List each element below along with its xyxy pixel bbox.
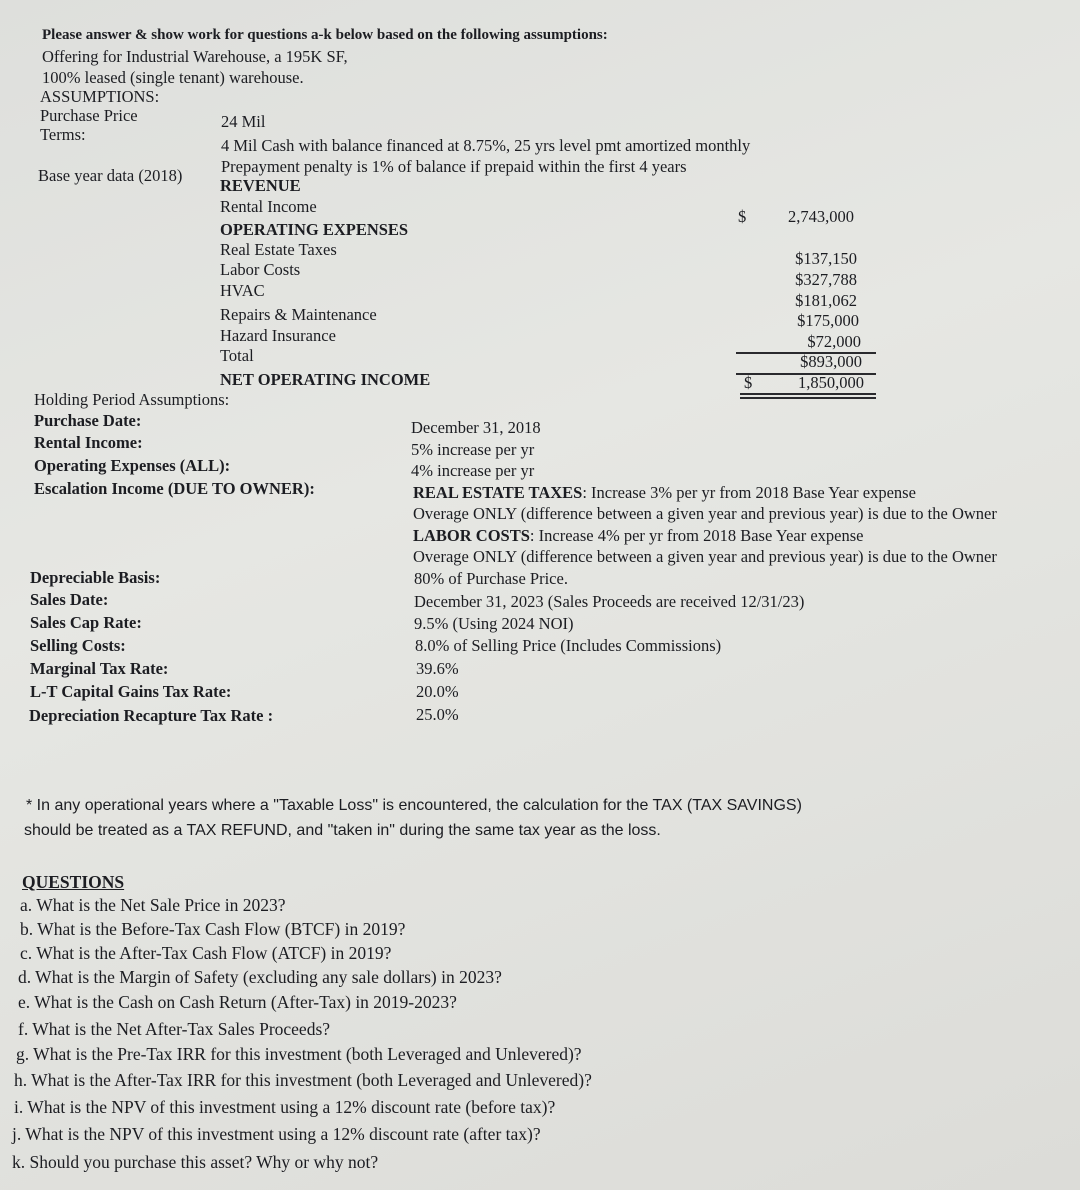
noi-label: NET OPERATING INCOME — [220, 370, 431, 389]
escalation-taxes-title: REAL ESTATE TAXES — [413, 483, 583, 502]
recapture-label: Depreciation Recapture Tax Rate : — [29, 706, 274, 725]
escalation-labor — [413, 527, 863, 546]
escalation-labor-detail: : Increase 4% per yr from 2018 Base Year expense — [529, 526, 864, 545]
expense-value: $72,000 — [807, 332, 861, 351]
question-item: f. What is the Net After-Tax Sales Proceeds? — [18, 1019, 331, 1039]
question-item: b. What is the Before-Tax Cash Flow (BTCF) in 2019? — [20, 919, 406, 939]
selling-costs-label: Selling Costs: — [30, 636, 126, 655]
terms-financing: 4 Mil Cash with balance financed at 8.75%, 25 yrs level pmt amortized monthly — [221, 136, 751, 155]
expense-value: $137,150 — [795, 249, 857, 268]
noi-value: 1,850,000 — [798, 373, 864, 392]
instructions-line: Please answer & show work for questions a-k below based on the following assumptions: — [42, 27, 608, 43]
escalation-taxes — [413, 484, 916, 503]
question-item: j. What is the NPV of this investment using a 12% discount rate (after tax)? — [12, 1124, 541, 1144]
tax-loss-note-line2: should be treated as a TAX REFUND, and "taken in" during the same tax year as the loss. — [24, 822, 661, 839]
expense-label: Hazard Insurance — [220, 326, 336, 345]
ltcg-label: L-T Capital Gains Tax Rate: — [30, 682, 232, 701]
offering-line: Offering for Industrial Warehouse, a 195K SF, — [42, 47, 348, 66]
marginal-tax-label: Marginal Tax Rate: — [30, 659, 169, 678]
selling-costs-value: 8.0% of Selling Price (Includes Commissions) — [415, 636, 722, 655]
escalation-taxes-detail: : Increase 3% per yr from 2018 Base Year expense — [582, 483, 916, 502]
rental-income-label: Rental Income — [220, 197, 317, 216]
noi-dollar: $ — [744, 373, 753, 392]
expense-label: Repairs & Maintenance — [220, 305, 377, 324]
question-item: e. What is the Cash on Cash Return (After-Tax) in 2019-2023? — [18, 992, 457, 1012]
marginal-tax-value: 39.6% — [416, 659, 459, 678]
noi-double-rule-bottom — [740, 397, 876, 399]
base-year-label: Base year data (2018) — [38, 166, 183, 185]
ltcg-value: 20.0% — [416, 682, 459, 701]
depreciable-basis-label: Depreciable Basis: — [30, 568, 161, 587]
revenue-heading: REVENUE — [220, 176, 301, 195]
noi-double-rule-top — [740, 393, 876, 395]
expense-label: Labor Costs — [220, 260, 301, 279]
purchase-date-value: December 31, 2018 — [411, 418, 541, 437]
terms-prepayment: Prepayment penalty is 1% of balance if prepaid within the first 4 years — [221, 157, 687, 176]
opex-growth-label: Operating Expenses (ALL): — [34, 456, 231, 475]
expense-label: HVAC — [220, 281, 265, 300]
rental-growth-label: Rental Income: — [34, 433, 143, 452]
lease-line: 100% leased (single tenant) warehouse. — [42, 68, 304, 87]
purchase-price-label: Purchase Price — [40, 106, 138, 125]
cap-rate-value: 9.5% (Using 2024 NOI) — [414, 614, 574, 633]
expense-value: $181,062 — [795, 291, 857, 310]
escalation-taxes-overage: Overage ONLY (difference between a given year and previous year) is due to the Owner — [413, 504, 997, 523]
question-item: k. Should you purchase this asset? Why or why not? — [12, 1152, 379, 1172]
expense-total-label: Total — [220, 346, 254, 365]
rental-income-value: 2,743,000 — [788, 207, 854, 226]
purchase-date-label: Purchase Date: — [34, 411, 142, 430]
expense-value: $327,788 — [795, 270, 857, 289]
recapture-value: 25.0% — [416, 705, 459, 724]
rental-growth-value: 5% increase per yr — [411, 440, 535, 459]
cap-rate-label: Sales Cap Rate: — [30, 613, 142, 632]
opex-growth-value: 4% increase per yr — [411, 461, 535, 480]
tax-loss-note-line1: * In any operational years where a "Taxable Loss" is encountered, the calculation for the TAX (TAX SAVINGS) — [26, 797, 802, 814]
question-item: g. What is the Pre-Tax IRR for this investment (both Leveraged and Unlevered)? — [16, 1044, 582, 1064]
questions-heading: QUESTIONS — [22, 872, 125, 892]
sales-date-label: Sales Date: — [30, 590, 109, 609]
expense-total-value: $893,000 — [800, 352, 862, 371]
escalation-label: Escalation Income (DUE TO OWNER): — [34, 479, 315, 498]
escalation-labor-title: LABOR COSTS — [413, 526, 530, 545]
question-item: a. What is the Net Sale Price in 2023? — [20, 895, 286, 915]
sales-date-value: December 31, 2023 (Sales Proceeds are received 12/31/23) — [414, 592, 805, 611]
question-item: c. What is the After-Tax Cash Flow (ATCF) in 2019? — [20, 943, 392, 963]
question-item: h. What is the After-Tax IRR for this investment (both Leveraged and Unlevered)? — [14, 1070, 592, 1090]
question-item: d. What is the Margin of Safety (excluding any sale dollars) in 2023? — [18, 967, 502, 987]
expense-label: Real Estate Taxes — [220, 240, 337, 259]
escalation-labor-overage: Overage ONLY (difference between a given year and previous year) is due to the Owner — [413, 547, 997, 566]
depreciable-basis-value: 80% of Purchase Price. — [414, 569, 568, 588]
rental-income-dollar: $ — [738, 207, 747, 226]
terms-label: Terms: — [40, 125, 86, 144]
question-item: i. What is the NPV of this investment using a 12% discount rate (before tax)? — [14, 1097, 556, 1117]
assumptions-heading: ASSUMPTIONS: — [40, 87, 160, 106]
holding-heading: Holding Period Assumptions: — [34, 390, 230, 409]
opex-heading: OPERATING EXPENSES — [220, 220, 409, 239]
expense-value: $175,000 — [797, 311, 859, 330]
purchase-price-value: 24 Mil — [221, 112, 266, 131]
